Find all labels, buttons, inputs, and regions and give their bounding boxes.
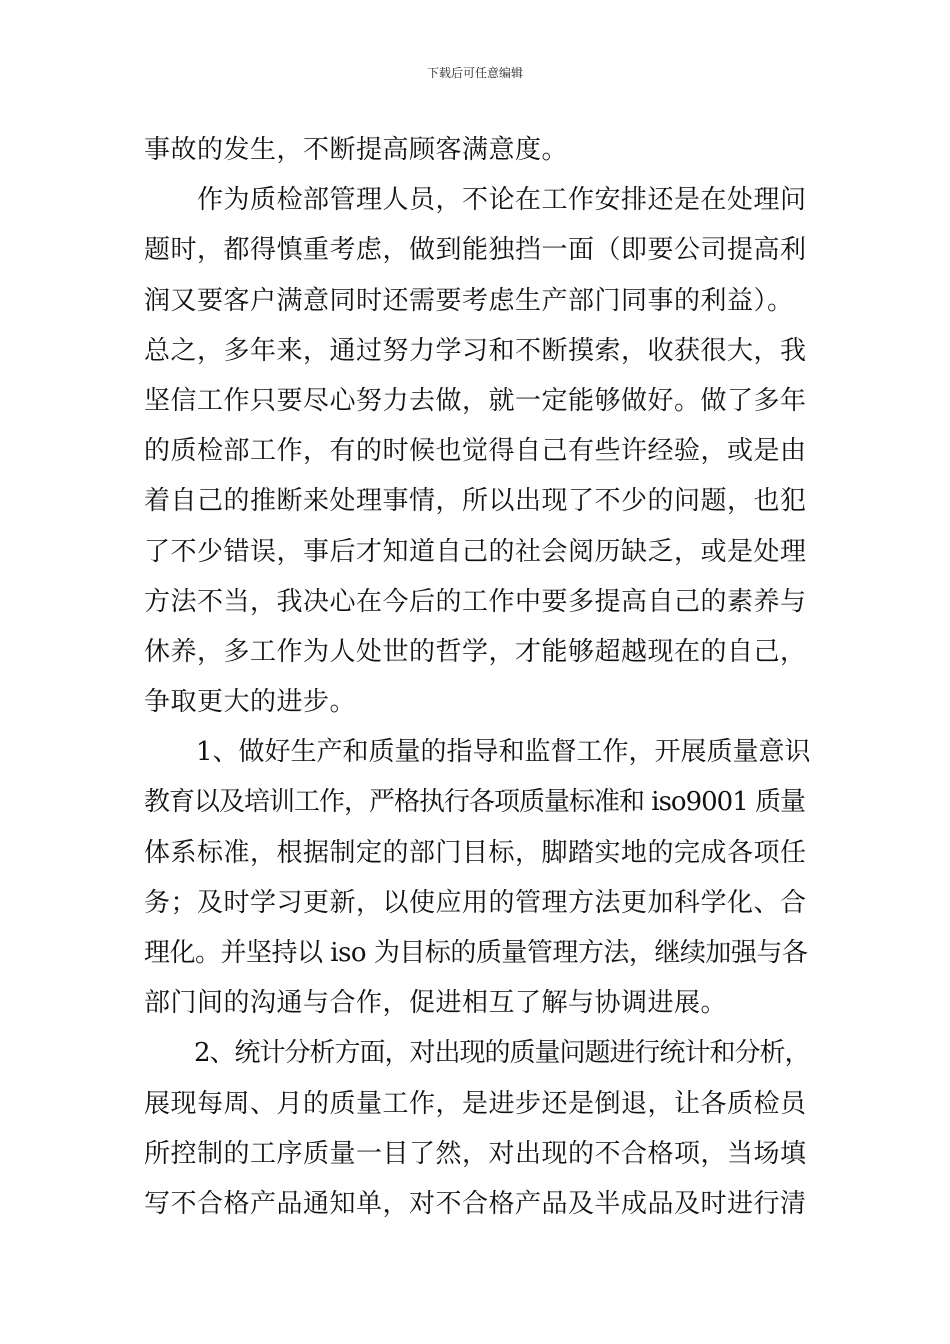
text-line: 润又要客户满意同时还需要考虑生产部门同事的利益）。 — [144, 285, 794, 316]
text-line: 展现每周、月的质量工作，是进步还是倒退，让各质检员 — [144, 1088, 807, 1119]
text-line: 题时，都得慎重考虑，做到能独挡一面（即要公司提高利 — [144, 235, 807, 266]
text-line: 坚信工作只要尽心努力去做，就一定能够做好。做了多年 — [144, 385, 807, 416]
text-line: 体系标准，根据制定的部门目标，脚踏实地的完成各项任 — [144, 837, 807, 868]
text-line: 写不合格产品通知单，对不合格产品及半成品及时进行清 — [144, 1188, 807, 1219]
document-body — [144, 125, 812, 1229]
text-line: 总之，多年来，通过努力学习和不断摸索，收获很大，我 — [144, 335, 807, 366]
text-line: 的质检部工作，有的时候也觉得自己有些许经验，或是由 — [144, 436, 807, 467]
text-line: 务；及时学习更新，以使应用的管理方法更加科学化、合 — [144, 887, 807, 918]
text-line: 了不少错误，事后才知道自己的社会阅历缺乏，或是处理 — [144, 536, 807, 567]
text-line: 教育以及培训工作，严格执行各项质量标准和 iso9001 质量 — [144, 787, 806, 818]
text-line: 作为质检部管理人员，不论在工作安排还是在处理问 — [144, 185, 807, 216]
text-line: 休养，多工作为人处世的哲学，才能够超越现在的自己， — [144, 636, 807, 667]
text-line: 着自己的推断来处理事情，所以出现了不少的问题，也犯 — [144, 486, 807, 517]
page-header: 下载后可任意编辑 — [426, 66, 523, 80]
text-line: 方法不当，我决心在今后的工作中要多提高自己的素养与 — [144, 586, 807, 617]
text-line: 所控制的工序质量一目了然，对出现的不合格项，当场填 — [144, 1138, 807, 1169]
text-line: 1、做好生产和质量的指导和监督工作，开展质量意识 — [144, 737, 811, 768]
text-line: 事故的发生，不断提高顾客满意度。 — [144, 135, 569, 165]
text-line: 部门间的沟通与合作，促进相互了解与协调进展。 — [144, 988, 728, 1019]
text-line: 理化。并坚持以 iso 为目标的质量管理方法，继续加强与各 — [144, 938, 808, 968]
text-line: 争取更大的进步。 — [144, 687, 357, 718]
text-line: 2、统计分析方面，对出现的质量问题进行统计和分析， — [144, 1038, 810, 1069]
